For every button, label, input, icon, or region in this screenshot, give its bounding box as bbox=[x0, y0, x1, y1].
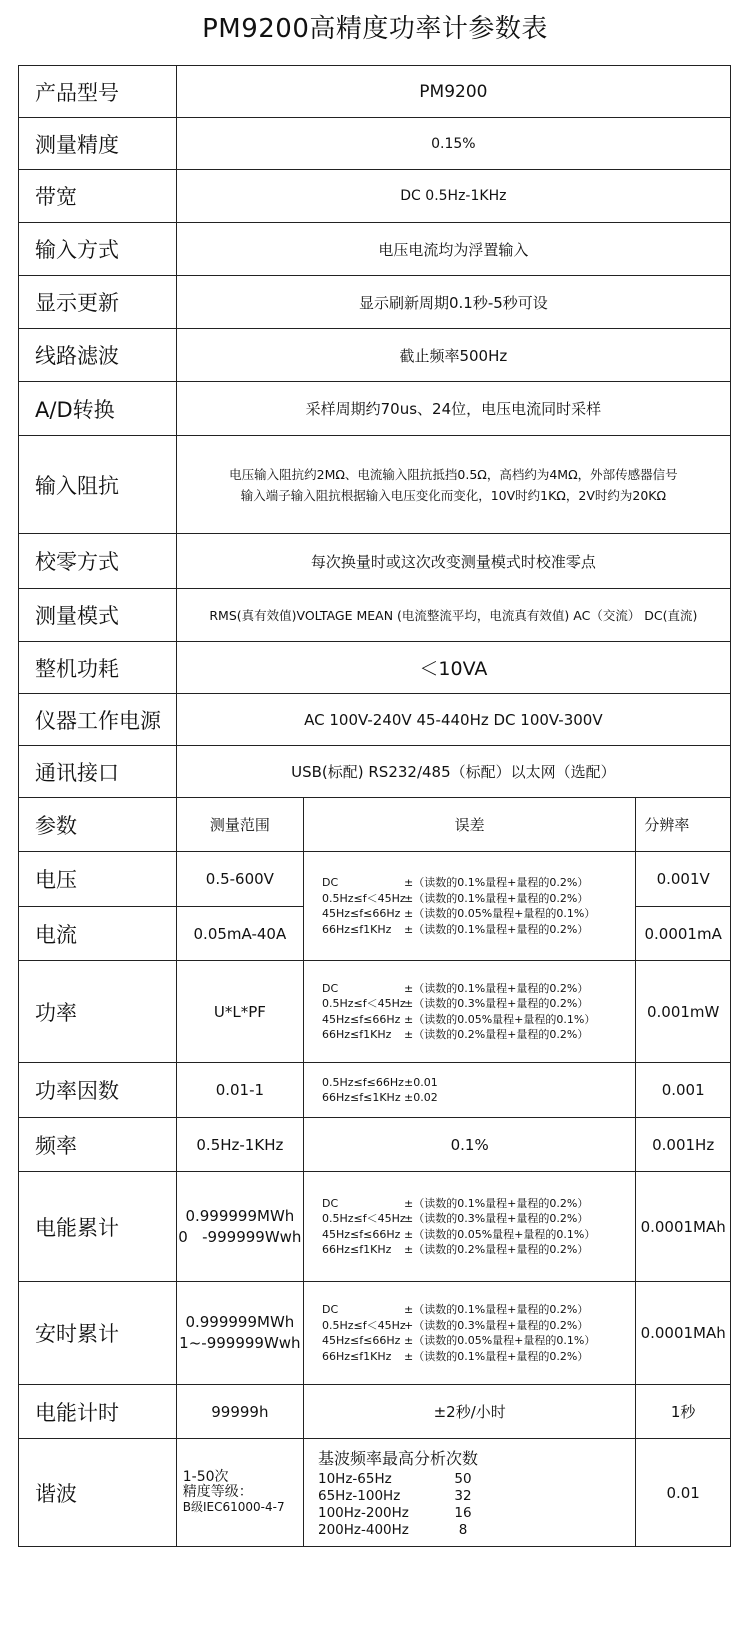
spec-row-accuracy bbox=[19, 118, 731, 170]
spec-label: 通讯接口 bbox=[19, 746, 177, 798]
param-label: 功率 bbox=[19, 961, 177, 1063]
param-error bbox=[304, 1439, 636, 1547]
param-resolution: 0.001mW bbox=[636, 961, 731, 1063]
param-error bbox=[304, 1172, 636, 1282]
param-error bbox=[304, 1063, 636, 1118]
error-line: 0.5Hz≤f＜45Hz +（读数的0.3%量程+量程的0.2%） bbox=[322, 1318, 589, 1332]
spec-row-power-consumption bbox=[19, 642, 731, 694]
spec-value-line: 电压输入阻抗约2MΩ、电流输入阻抗抵挡0.5Ω，高档约为4MΩ，外部传感器信号 bbox=[229, 466, 678, 482]
param-header-error: 误差 bbox=[304, 798, 636, 852]
param-error bbox=[304, 961, 636, 1063]
spec-value: 截止频率500Hz bbox=[176, 329, 730, 382]
spec-row-zero-calibration bbox=[19, 534, 731, 589]
spec-row-interface bbox=[19, 746, 731, 798]
error-line: 45Hz≤f≤66Hz ±（读数的0.05%量程+量程的0.1%） bbox=[322, 907, 596, 920]
param-range: U*L*PF bbox=[176, 961, 303, 1063]
error-line: 45Hz≤f≤66Hz ±（读数的0.05%量程+量程的0.1%） bbox=[322, 1227, 596, 1241]
spec-value: 采样周期约70us、24位，电压电流同时采样 bbox=[176, 382, 730, 436]
param-label: 电能计时 bbox=[19, 1385, 177, 1439]
harmonic-row: 100Hz-200Hz 16 bbox=[318, 1505, 472, 1521]
spec-label: 产品型号 bbox=[19, 66, 177, 118]
spec-row-measure-mode bbox=[19, 589, 731, 642]
spec-value-line: 输入端子输入阻抗根据输入电压变化而变化，10V时约1KΩ，2V时约为20KΩ bbox=[240, 487, 667, 503]
error-line: 66Hz≤f≤1KHz ±0.02 bbox=[322, 1091, 438, 1104]
error-line: 45Hz≤f≤66Hz ±（读数的0.05%量程+量程的0.1%） bbox=[322, 1334, 596, 1347]
spec-label: 测量精度 bbox=[19, 118, 177, 170]
param-row-frequency bbox=[19, 1118, 731, 1172]
spec-label: 显示更新 bbox=[19, 276, 177, 329]
param-label: 电压 bbox=[19, 852, 177, 907]
harmonic-row: 65Hz-100Hz 32 bbox=[318, 1488, 472, 1504]
param-error bbox=[304, 1282, 636, 1385]
param-range: 0.999999MWh 0 -999999Wwh bbox=[176, 1172, 303, 1282]
param-row-power-factor bbox=[19, 1063, 731, 1118]
spec-row-power-supply bbox=[19, 694, 731, 746]
spec-label: 测量模式 bbox=[19, 589, 177, 642]
param-range: 1-50次 精度等级： B级IEC61000-4-7 bbox=[176, 1439, 303, 1547]
param-range: 0.05mA-40A bbox=[176, 907, 303, 961]
spec-value: AC 100V-240V 45-440Hz DC 100V-300V bbox=[176, 694, 730, 746]
param-range: 0.01-1 bbox=[176, 1063, 303, 1118]
param-row-energy bbox=[19, 1172, 731, 1282]
param-resolution: 0.01 bbox=[636, 1439, 731, 1547]
param-resolution: 0.001Hz bbox=[636, 1118, 731, 1172]
harmonic-row: 200Hz-400Hz 8 bbox=[318, 1522, 468, 1538]
spec-label: 线路滤波 bbox=[19, 329, 177, 382]
param-resolution: 0.0001mA bbox=[636, 907, 731, 961]
param-resolution: 0.001 bbox=[636, 1063, 731, 1118]
harmonic-row: 10Hz-65Hz 50 bbox=[318, 1471, 472, 1487]
param-error bbox=[304, 852, 636, 961]
param-row-ampere-hour bbox=[19, 1282, 731, 1385]
spec-row-input-impedance bbox=[19, 436, 731, 534]
error-line: 0.5Hz≤f＜45Hz ±（读数的0.3%量程+量程的0.2%） bbox=[322, 1212, 589, 1225]
spec-label: 校零方式 bbox=[19, 534, 177, 589]
error-line: DC ±（读数的0.1%量程+量程的0.2%） bbox=[322, 1303, 589, 1316]
param-resolution: 0.0001MAh bbox=[636, 1172, 731, 1282]
spec-row-bandwidth bbox=[19, 170, 731, 223]
param-header-range: 测量范围 bbox=[176, 798, 303, 852]
param-range: 0.5Hz-1KHz bbox=[176, 1118, 303, 1172]
param-error: ±2秒/小时 bbox=[304, 1385, 636, 1439]
spec-value: PM9200 bbox=[176, 66, 730, 118]
error-line: 66Hz≤f1KHz ±（读数的0.2%量程+量程的0.2%） bbox=[322, 1028, 589, 1041]
param-label: 安时累计 bbox=[19, 1282, 177, 1385]
spec-value: 每次换量时或这次改变测量模式时校准零点 bbox=[176, 534, 730, 589]
spec-value: DC 0.5Hz-1KHz bbox=[176, 170, 730, 223]
page-title: PM9200高精度功率计参数表 bbox=[202, 14, 548, 44]
spec-label: 输入阻抗 bbox=[19, 436, 177, 534]
error-line: 0.5Hz≤f＜45Hz ±（读数的0.3%量程+量程的0.2%） bbox=[322, 997, 589, 1010]
param-row-voltage bbox=[19, 852, 731, 907]
spec-value: USB(标配) RS232/485（标配）以太网（选配） bbox=[176, 746, 730, 798]
param-resolution: 1秒 bbox=[636, 1385, 731, 1439]
param-range: 0.999999MWh 1~-999999Wwh bbox=[176, 1282, 303, 1385]
param-header-resolution: 分辨率 bbox=[636, 798, 731, 852]
spec-row-line-filter bbox=[19, 329, 731, 382]
param-label: 谐波 bbox=[19, 1439, 177, 1547]
spec-table bbox=[18, 65, 731, 1547]
harmonic-error-title: 基波频率最高分析次数 bbox=[318, 1449, 479, 1468]
spec-label: 输入方式 bbox=[19, 223, 177, 276]
param-row-power bbox=[19, 961, 731, 1063]
spec-value: 显示刷新周期0.1秒-5秒可设 bbox=[176, 276, 730, 329]
spec-row-display-update bbox=[19, 276, 731, 329]
param-range: 99999h bbox=[176, 1385, 303, 1439]
param-row-harmonic bbox=[19, 1439, 731, 1547]
error-line: 0.5Hz≤f≤66Hz ±0.01 bbox=[322, 1075, 438, 1089]
param-label: 电流 bbox=[19, 907, 177, 961]
spec-value: RMS(真有效值)VOLTAGE MEAN (电流整流平均，电流真有效值) AC（交流） DC(直流) bbox=[176, 589, 730, 642]
param-label: 电能累计 bbox=[19, 1172, 177, 1282]
param-label: 频率 bbox=[19, 1118, 177, 1172]
spec-value: 电压电流均为浮置输入 bbox=[176, 223, 730, 276]
error-line: 66Hz≤f1KHz ±（读数的0.1%量程+量程的0.2%） bbox=[322, 1349, 589, 1363]
param-resolution: 0.001V bbox=[636, 852, 731, 907]
param-row-energy-timer bbox=[19, 1385, 731, 1439]
param-label: 功率因数 bbox=[19, 1063, 177, 1118]
error-line: DC ±（读数的0.1%量程+量程的0.2%） bbox=[322, 1196, 589, 1210]
error-line: DC ±（读数的0.1%量程+量程的0.2%） bbox=[322, 876, 589, 889]
param-header-row bbox=[19, 798, 731, 852]
param-error: 0.1% bbox=[304, 1118, 636, 1172]
error-line: 45Hz≤f≤66Hz ±（读数的0.05%量程+量程的0.1%） bbox=[322, 1012, 596, 1026]
param-resolution: 0.0001MAh bbox=[636, 1282, 731, 1385]
spec-label: 带宽 bbox=[19, 170, 177, 223]
spec-label: A/D转换 bbox=[19, 382, 177, 436]
spec-value: 0.15% bbox=[176, 118, 730, 170]
param-header-param: 参数 bbox=[19, 798, 177, 852]
error-line: 66Hz≤f1KHz ±（读数的0.1%量程+量程的0.2%） bbox=[322, 922, 589, 936]
spec-row-model bbox=[19, 66, 731, 118]
error-line: 0.5Hz≤f＜45Hz ±（读数的0.1%量程+量程的0.2%） bbox=[322, 891, 589, 905]
spec-value bbox=[176, 436, 730, 534]
spec-value: ＜10VA bbox=[176, 642, 730, 694]
spec-row-input-mode bbox=[19, 223, 731, 276]
param-range: 0.5-600V bbox=[176, 852, 303, 907]
spec-row-ad-conversion bbox=[19, 382, 731, 436]
spec-label: 仪器工作电源 bbox=[19, 694, 177, 746]
spec-label: 整机功耗 bbox=[19, 642, 177, 694]
error-line: DC ±（读数的0.1%量程+量程的0.2%） bbox=[322, 981, 589, 995]
error-line: 66Hz≤f1KHz ±（读数的0.2%量程+量程的0.2%） bbox=[322, 1243, 589, 1256]
